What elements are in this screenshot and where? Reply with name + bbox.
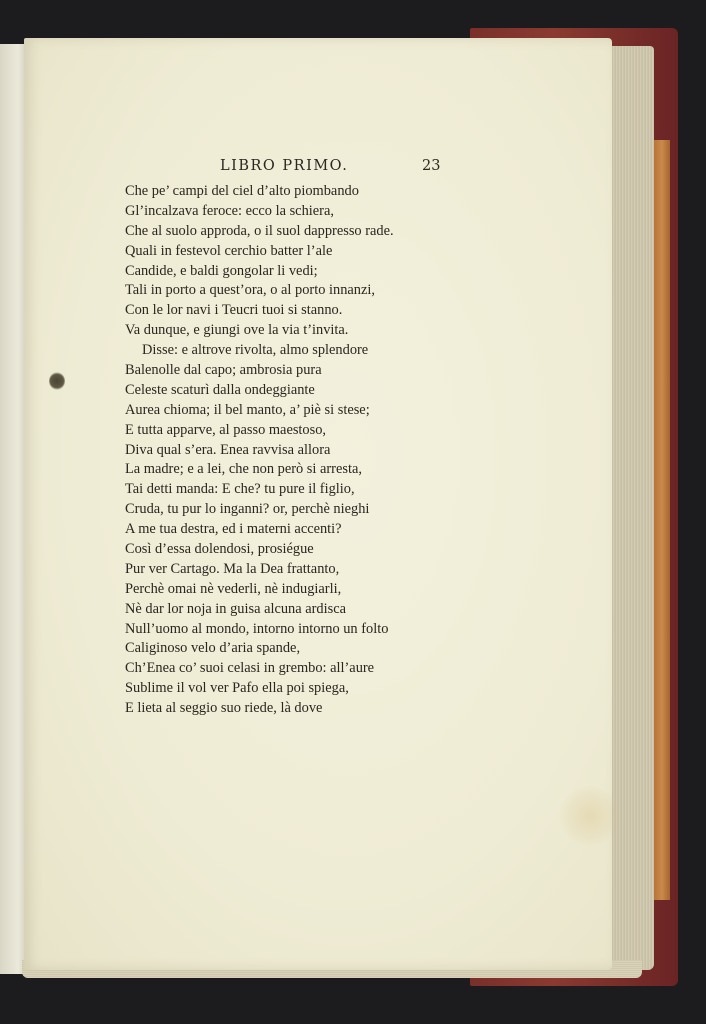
verse-line: Pur ver Cartago. Ma la Dea frattanto, bbox=[125, 560, 340, 577]
verse-line: Disse: e altrove rivolta, almo splendore bbox=[142, 342, 369, 359]
cover-spine-strip bbox=[654, 140, 670, 900]
verse-line: E tutta apparve, al passo maestoso, bbox=[125, 421, 327, 438]
verse-line: Caliginoso velo d’aria spande, bbox=[125, 640, 301, 657]
ink-blot bbox=[49, 372, 65, 390]
verse-line: Così d’essa dolendosi, prosiégue bbox=[125, 541, 314, 558]
running-head bbox=[200, 158, 450, 180]
verse-line: Che al suolo approda, o il suol dappresso rade. bbox=[125, 222, 394, 239]
verse-line: Balenolle dal capo; ambrosia pura bbox=[125, 362, 322, 379]
verse-line: Quali in festevol cerchio batter l’ale bbox=[125, 242, 333, 259]
verse-line: La madre; e a lei, che non però si arresta, bbox=[125, 461, 362, 478]
verse-line: Va dunque, e giungi ove la via t’invita. bbox=[125, 322, 349, 339]
verse-line: Tai detti manda: E che? tu pure il figlio, bbox=[125, 481, 355, 498]
verse-line: Candide, e baldi gongolar li vedi; bbox=[125, 262, 318, 279]
verse-line: Celeste scaturì dalla ondeggiante bbox=[125, 381, 315, 398]
verse-line: Ch’Enea co’ suoi celasi in grembo: all’aure bbox=[125, 660, 375, 677]
verse-line: Diva qual s’era. Enea ravvisa allora bbox=[125, 441, 331, 458]
verse-line: Che pe’ campi del ciel d’alto piombando bbox=[125, 183, 359, 199]
verse-line: Cruda, tu pur lo inganni? or, perchè nieghi bbox=[125, 501, 370, 518]
verse-line: Sublime il vol ver Pafo ella poi spiega, bbox=[125, 680, 349, 697]
verse-line: Nè dar lor noja in guisa alcuna ardisca bbox=[125, 600, 346, 617]
verse-line: Perchè omai nè vederli, nè indugiarli, bbox=[125, 580, 342, 597]
verse-line: Con le lor navi i Teucri tuoi si stanno. bbox=[125, 302, 343, 319]
verse-line: E lieta al seggio suo riede, là dove bbox=[125, 700, 323, 717]
verse-block bbox=[125, 182, 455, 719]
page-number: 23 bbox=[422, 158, 441, 174]
verse-line: Aurea chioma; il bel manto, a’ piè si stese; bbox=[125, 401, 370, 418]
verse-line: A me tua destra, ed i materni accenti? bbox=[125, 521, 342, 538]
verse-line: Null’uomo al mondo, intorno intorno un folto bbox=[125, 620, 389, 637]
verse-line: Tali in porto a quest’ora, o al porto innanzi, bbox=[125, 282, 375, 299]
chapter-title: LIBRO PRIMO. bbox=[220, 158, 349, 174]
verse-line: Gl’incalzava feroce: ecco la schiera, bbox=[125, 202, 334, 219]
paper-stain bbox=[560, 786, 620, 846]
